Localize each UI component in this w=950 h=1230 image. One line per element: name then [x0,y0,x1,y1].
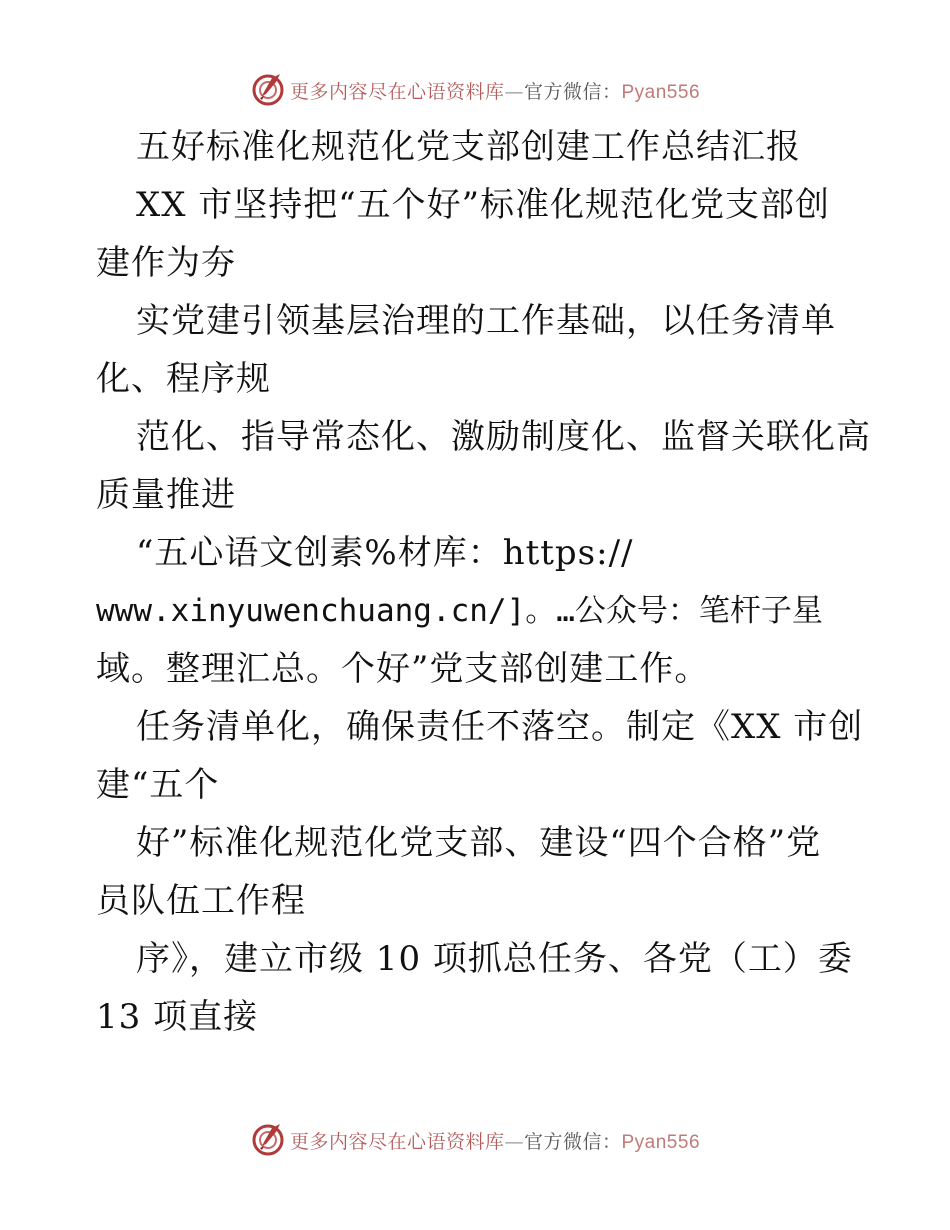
text-line: 域。整理汇总。个好”党支部创建工作。 [96,649,710,689]
footer-wechat-label: 官方微信： [523,1130,622,1153]
text-line: 13 项直接 [96,997,259,1037]
text-line: 建“五个 [96,765,220,805]
footer-site-name: 更多内容尽在心语资料库 [289,1130,505,1153]
header-site-name: 更多内容尽在心语资料库 [289,80,505,103]
text-line: “五心语文创素%材库：https:// [136,533,634,573]
pen-circle-logo-icon [250,72,286,108]
footer-dash: — [504,1130,524,1153]
header-watermark [0,70,950,110]
header-watermark-text [290,77,700,104]
text-line: 员队伍工作程 [96,881,306,921]
text-line-url: www.xinyuwenchuang.cn/]。…公众号：笔杆子星 [96,593,823,629]
text-line: 实党建引领基层治理的工作基础，以任务清单 [136,301,836,341]
text-line: 任务清单化，确保责任不落空。制定《XX 市创 [136,707,864,747]
document-body [96,118,871,1046]
text-line: 化、程序规 [96,359,271,399]
text-line: XX 市坚持把“五个好”标准化规范化党支部创 [136,185,830,225]
text-line: 建作为夯 [96,243,236,283]
text-line: 范化、指导常态化、激励制度化、监督关联化高 [136,417,871,457]
footer-wechat-id: Pyan556 [621,1131,701,1153]
footer-watermark-text [290,1127,700,1154]
header-wechat-label: 官方微信： [523,80,622,103]
document-title: 五好标准化规范化党支部创建工作总结汇报 [136,127,801,167]
footer-watermark [0,1120,950,1160]
text-line: 序》，建立市级 10 项抓总任务、各党（工）委 [136,939,853,979]
header-wechat-id: Pyan556 [621,81,701,103]
header-dash: — [504,80,524,103]
text-line: 质量推进 [96,475,236,515]
text-line: 好”标准化规范化党支部、建设“四个合格”党 [136,823,822,863]
pen-circle-logo-icon [250,1122,286,1158]
